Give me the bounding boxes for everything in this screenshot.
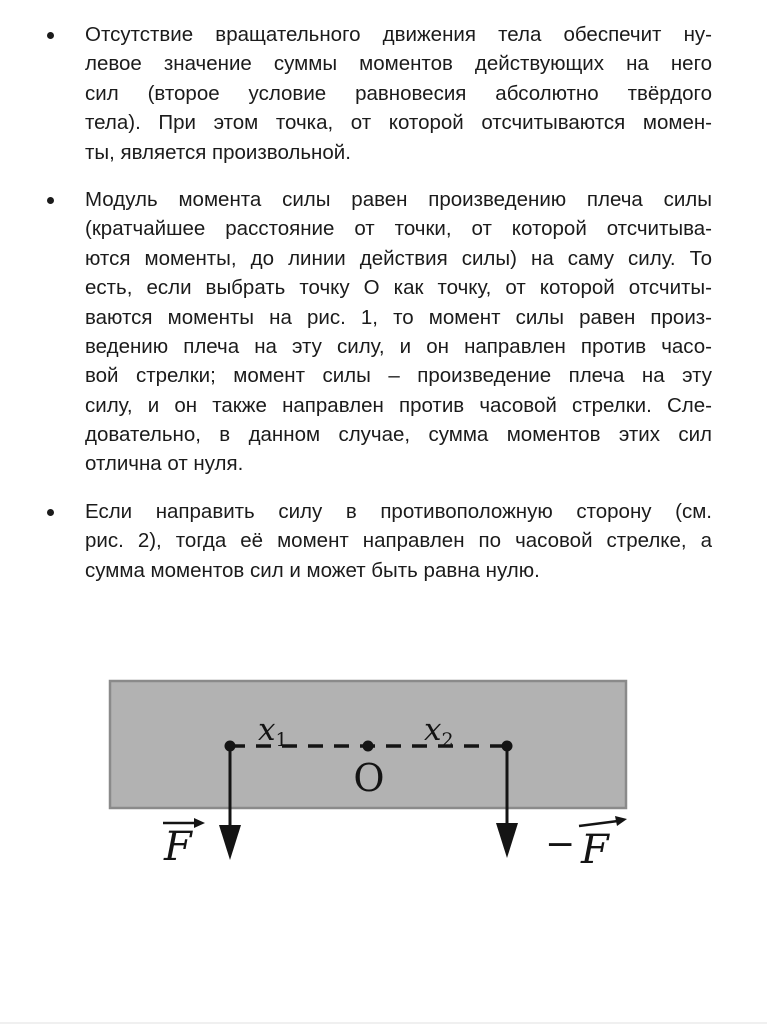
text-line: ты, является произвольной.	[85, 140, 351, 164]
force-label-right	[545, 816, 627, 873]
text-line: ются моменты, до линии действия силы) на саму силу. То	[85, 246, 712, 270]
vector-arrowhead-right-icon	[615, 816, 627, 826]
text-line: есть, если выбрать точку О как точку, от которой отсчиты-	[85, 276, 712, 300]
bullet-item	[85, 20, 712, 167]
vector-arrowhead-left-icon	[194, 818, 205, 828]
force-label-left-text: F	[164, 824, 192, 870]
text-line: Отсутствие вращательного движения тела обеспечит ну-	[85, 23, 712, 46]
text-line: левое значение суммы моментов действующих на него	[85, 52, 712, 76]
text-line: тела). При этом точка, от которой отсчитываются момен-	[85, 111, 712, 135]
label-x1-base: x	[258, 712, 276, 748]
text-line: ваются моменты на рис. 1, то момент силы равен произ-	[85, 305, 712, 329]
text-line: довательно, в данном случае, сумма моментов этих сил	[85, 423, 712, 447]
label-x2-sub: 2	[441, 729, 454, 751]
text-line: ведению плеча на эту силу, и он направлен против часо-	[85, 334, 712, 358]
label-origin: O	[353, 756, 385, 800]
text-line: Модуль момента силы равен произведению плеча силы	[85, 187, 712, 211]
force-label-right-text: F	[581, 827, 609, 873]
label-x1-sub: 1	[275, 729, 288, 751]
text-line: сил (второе условие равновесия абсолютно твёрдого	[85, 81, 712, 105]
text-line: сумма моментов сил и может быть равна нулю.	[85, 558, 540, 582]
bullet-dot-icon	[47, 197, 54, 204]
figure-rigid-body	[0, 650, 767, 910]
text-line: (кратчайшее расстояние от точки, от которой отсчитыва-	[85, 217, 712, 241]
bullet-dot-icon	[47, 509, 54, 516]
bullet-item	[85, 185, 712, 479]
text-line: рис. 2), тогда её момент направлен по часовой стрелке, а	[85, 529, 712, 553]
origin-point	[363, 741, 374, 752]
label-x2-base: x	[424, 712, 442, 748]
force-label-right-minus: −	[545, 824, 576, 865]
vector-arrow-right-icon	[579, 821, 618, 826]
text-line: Если направить силу в противоположную сторону (см.	[85, 499, 712, 523]
text-line: вой стрелки; момент силы – произведение плеча на эту	[85, 364, 712, 388]
bullet-item	[85, 497, 712, 585]
text-line: отлична от нуля.	[85, 452, 244, 476]
bullet-dot-icon	[47, 32, 54, 39]
bullet-list	[85, 20, 712, 603]
force-label-left	[163, 818, 205, 870]
text-line: силу, и он также направлен против часовой стрелки. Сле-	[85, 393, 712, 417]
